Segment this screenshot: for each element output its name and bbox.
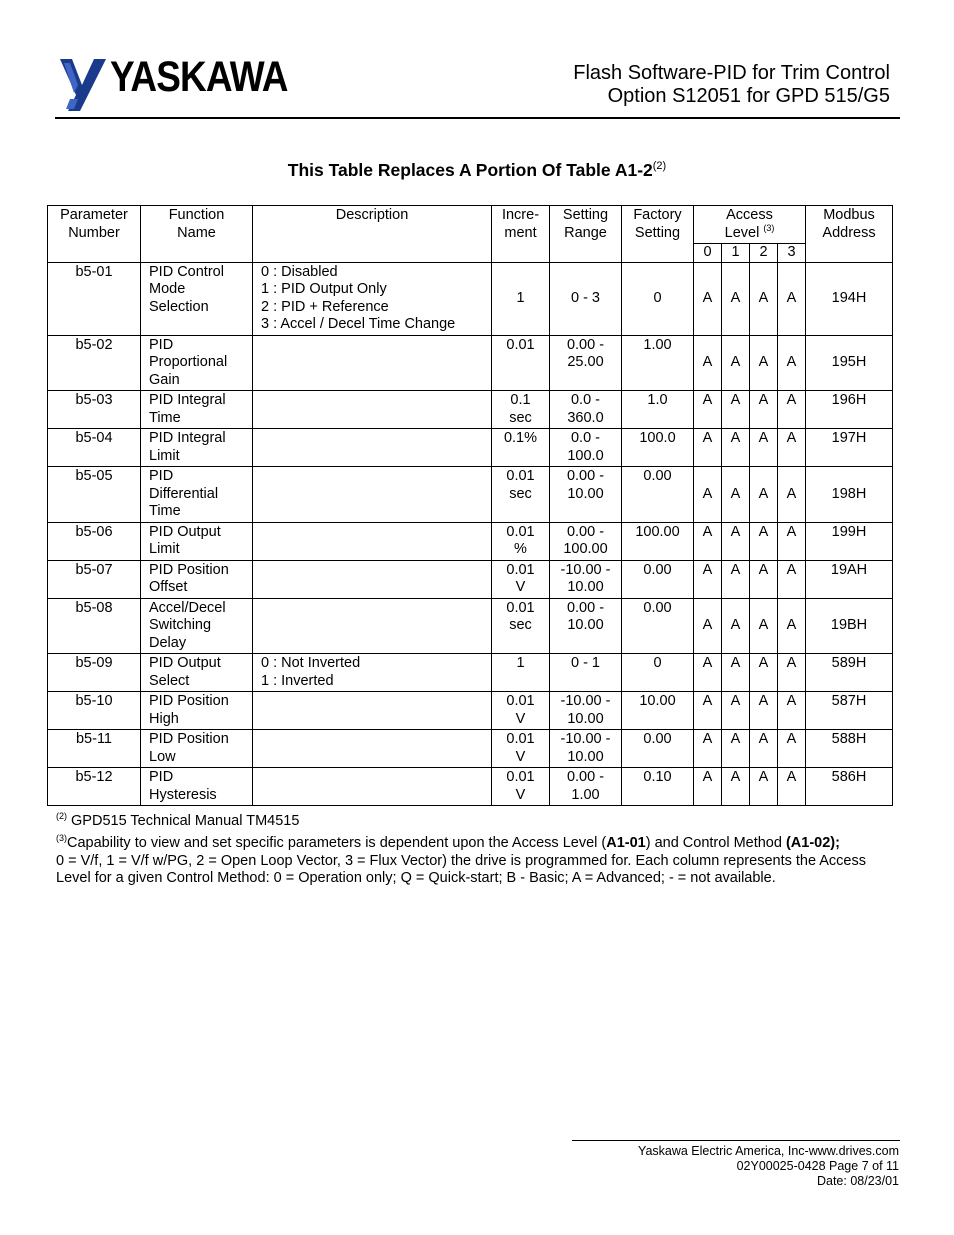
table-row xyxy=(48,391,893,429)
footer-page: 02Y00025-0428 Page 7 of 11 xyxy=(736,1159,899,1173)
access-level-0: A xyxy=(694,335,722,391)
footer-divider xyxy=(572,1140,900,1141)
footnote-2-text: GPD515 Technical Manual TM4515 xyxy=(67,812,300,829)
table-row xyxy=(48,598,893,654)
function-name-line: Offset xyxy=(149,579,188,595)
description-line: 1 : PID Output Only xyxy=(261,281,387,297)
param-number: b5-02 xyxy=(48,335,141,391)
function-name-line: PID Integral xyxy=(149,392,226,408)
description xyxy=(253,560,492,598)
param-number: b5-03 xyxy=(48,391,141,429)
table-title xyxy=(0,160,954,181)
increment-line: V xyxy=(515,786,526,803)
increment xyxy=(492,730,550,768)
function-name xyxy=(141,262,253,335)
increment-line: 0.1 xyxy=(510,392,531,408)
access-level-1: A xyxy=(722,335,750,391)
footnote-3-marker: (3) xyxy=(56,833,67,844)
factory-setting: 0.00 xyxy=(622,598,694,654)
param-number: b5-09 xyxy=(48,654,141,692)
access-level-1: A xyxy=(722,429,750,467)
modbus-address: 19BH xyxy=(806,598,893,654)
footnote-2 xyxy=(56,808,901,830)
footnote-2-marker: (2) xyxy=(56,811,67,821)
description-line: 0 : Not Inverted xyxy=(261,655,361,671)
parameter-table xyxy=(47,205,893,806)
increment-line: 0.1% xyxy=(503,430,538,446)
table-row xyxy=(48,467,893,523)
function-name xyxy=(141,391,253,429)
setting-range-line: 10.00 xyxy=(567,485,604,502)
logo-wordmark: YASKAWA xyxy=(110,53,288,101)
setting-range-line: 0.00 - xyxy=(566,599,605,616)
increment-line: sec xyxy=(509,409,532,426)
function-name-line: Gain xyxy=(149,371,180,388)
function-name-line: High xyxy=(149,710,179,727)
function-name-line: Switching xyxy=(149,617,212,633)
modbus-address: 587H xyxy=(806,692,893,730)
header-setting-range-line: Range xyxy=(564,224,607,241)
increment-line: 1 xyxy=(516,655,525,671)
access-level-3: A xyxy=(778,335,806,391)
param-number: b5-04 xyxy=(48,429,141,467)
access-level-1: A xyxy=(722,262,750,335)
description-line: 2 : PID + Reference xyxy=(261,298,389,315)
access-level-3: A xyxy=(778,598,806,654)
table-row xyxy=(48,768,893,806)
setting-range-line: 0.00 - xyxy=(566,468,605,484)
setting-range-line: 10.00 xyxy=(567,579,604,595)
function-name xyxy=(141,522,253,560)
access-level-1: A xyxy=(722,391,750,429)
setting-range-line: 360.0 xyxy=(567,409,604,426)
setting-range xyxy=(550,335,622,391)
table-title-footnote: (2) xyxy=(652,160,667,173)
setting-range xyxy=(550,262,622,335)
increment-line: 0.01 xyxy=(506,599,535,616)
setting-range-line: 0.00 - xyxy=(566,769,605,785)
access-level-3: A xyxy=(778,522,806,560)
description xyxy=(253,768,492,806)
header-modbus-address xyxy=(806,206,893,244)
function-name-line: PID xyxy=(149,769,174,785)
access-level-3: A xyxy=(778,768,806,806)
header-modbus-line: Modbus xyxy=(823,207,875,223)
access-level-0: A xyxy=(694,522,722,560)
access-level-2: A xyxy=(750,335,778,391)
access-level-2: A xyxy=(750,654,778,692)
access-level-0: A xyxy=(694,262,722,335)
description xyxy=(253,429,492,467)
modbus-address: 197H xyxy=(806,429,893,467)
function-name-line: Delay xyxy=(149,634,187,651)
access-level-3: A xyxy=(778,467,806,523)
function-name-line: PID xyxy=(149,336,174,353)
setting-range xyxy=(550,654,622,692)
param-number: b5-05 xyxy=(48,467,141,523)
param-number: b5-10 xyxy=(48,692,141,730)
access-level-0: A xyxy=(694,598,722,654)
header-increment-line: Incre- xyxy=(501,207,540,223)
modbus-address: 19AH xyxy=(806,560,893,598)
footnote-3-text-c: ) and Control Method xyxy=(645,835,786,852)
access-level-2: A xyxy=(750,560,778,598)
param-number: b5-06 xyxy=(48,522,141,560)
footer-date: Date: 08/23/01 xyxy=(816,1174,899,1188)
function-name xyxy=(141,429,253,467)
setting-range-line: 0.00 - xyxy=(566,523,605,540)
function-name-line: Hysteresis xyxy=(149,786,217,803)
modbus-address: 586H xyxy=(806,768,893,806)
setting-range-line: 0 - 1 xyxy=(570,655,600,671)
increment xyxy=(492,522,550,560)
factory-setting: 0 xyxy=(622,654,694,692)
access-level-0: A xyxy=(694,730,722,768)
document-title xyxy=(573,62,890,108)
description xyxy=(253,391,492,429)
setting-range-line: 0.0 - xyxy=(570,430,600,446)
increment-line: 0.01 xyxy=(506,731,535,747)
function-name-line: Accel/Decel xyxy=(149,599,226,616)
table-row xyxy=(48,560,893,598)
access-level-1: A xyxy=(722,598,750,654)
access-level-3: A xyxy=(778,654,806,692)
setting-range-line: 10.00 xyxy=(567,748,604,765)
function-name-line: Time xyxy=(149,503,181,519)
param-number: b5-07 xyxy=(48,560,141,598)
access-level-2: A xyxy=(750,692,778,730)
header-factory-setting-line: Factory xyxy=(633,207,682,223)
table-row xyxy=(48,730,893,768)
access-level-2: A xyxy=(750,522,778,560)
factory-setting: 10.00 xyxy=(622,692,694,730)
function-name xyxy=(141,560,253,598)
setting-range-line: -10.00 - xyxy=(560,693,611,709)
setting-range xyxy=(550,522,622,560)
description xyxy=(253,654,492,692)
description xyxy=(253,522,492,560)
description-line: 1 : Inverted xyxy=(261,672,334,689)
setting-range xyxy=(550,768,622,806)
factory-setting: 100.0 xyxy=(622,429,694,467)
page-footer xyxy=(638,1144,899,1189)
access-level-2: A xyxy=(750,262,778,335)
function-name xyxy=(141,654,253,692)
factory-setting: 100.00 xyxy=(622,522,694,560)
header-function-name-line: Function xyxy=(168,207,225,223)
access-level-3: A xyxy=(778,560,806,598)
function-name-line: Limit xyxy=(149,541,180,557)
header-access-level xyxy=(694,206,806,244)
setting-range xyxy=(550,598,622,654)
header-function-name xyxy=(141,206,253,263)
increment-line: % xyxy=(514,541,527,557)
access-level-2: A xyxy=(750,768,778,806)
setting-range xyxy=(550,467,622,523)
table-row xyxy=(48,429,893,467)
description-line: 3 : Accel / Decel Time Change xyxy=(261,316,456,332)
function-name-line: Mode xyxy=(149,281,186,297)
table-row xyxy=(48,522,893,560)
access-level-2: A xyxy=(750,391,778,429)
setting-range-line: 1.00 xyxy=(571,786,600,803)
header-modbus-line: Address xyxy=(822,224,876,241)
modbus-address: 196H xyxy=(806,391,893,429)
function-name-line: Differential xyxy=(149,485,219,502)
header-divider xyxy=(55,117,900,119)
access-level-2: A xyxy=(750,598,778,654)
modbus-address: 195H xyxy=(806,335,893,391)
footnote-3-text-a: Capability to view and set specific parameters is dependent upon the Access Level ( xyxy=(67,835,607,852)
increment-line: V xyxy=(515,710,526,727)
function-name-line: PID Output xyxy=(149,523,221,540)
increment xyxy=(492,768,550,806)
access-level-3: A xyxy=(778,391,806,429)
access-level-0: A xyxy=(694,654,722,692)
function-name xyxy=(141,768,253,806)
setting-range-line: -10.00 - xyxy=(560,561,611,578)
function-name-line: PID Integral xyxy=(149,430,226,446)
setting-range xyxy=(550,560,622,598)
function-name-line: PID Position xyxy=(149,731,229,747)
access-level-1: A xyxy=(722,654,750,692)
header-access-footnote: (3) xyxy=(763,222,775,233)
header-access-3: 3 xyxy=(778,244,806,263)
description xyxy=(253,467,492,523)
access-level-2: A xyxy=(750,467,778,523)
description xyxy=(253,692,492,730)
increment xyxy=(492,429,550,467)
increment xyxy=(492,692,550,730)
description xyxy=(253,598,492,654)
function-name xyxy=(141,692,253,730)
header-parameter-number-line: Number xyxy=(68,224,120,241)
access-level-1: A xyxy=(722,467,750,523)
footnotes xyxy=(56,808,901,888)
increment xyxy=(492,598,550,654)
modbus-address: 589H xyxy=(806,654,893,692)
access-level-3: A xyxy=(778,429,806,467)
increment-line: 0.01 xyxy=(506,561,535,578)
access-level-1: A xyxy=(722,692,750,730)
footer-company: Yaskawa Electric America, Inc-www.drives.com xyxy=(638,1144,899,1158)
footnote-3-text-d: 0 = V/f, 1 = V/f w/PG, 2 = Open Loop Vector, 3 = Flux Vector) the drive is programmed for. Each column represents the Access Level for a given Control Method: 0 = Operation only; Q = Quick-start; B - Basic; A = Advanced; - = not available. xyxy=(56,852,866,887)
setting-range-line: 10.00 xyxy=(567,617,604,633)
access-level-0: A xyxy=(694,429,722,467)
param-number: b5-08 xyxy=(48,598,141,654)
footnote-3 xyxy=(56,830,901,887)
description xyxy=(253,730,492,768)
description xyxy=(253,262,492,335)
table-row xyxy=(48,692,893,730)
increment-line: 0.01 xyxy=(506,693,535,709)
header-access-2: 2 xyxy=(750,244,778,263)
access-level-0: A xyxy=(694,467,722,523)
modbus-address: 199H xyxy=(806,522,893,560)
footnote-3-bold-a1-01: A1-01 xyxy=(606,835,646,852)
function-name-line: Selection xyxy=(149,298,209,315)
increment xyxy=(492,654,550,692)
header-row xyxy=(48,206,893,244)
modbus-address: 588H xyxy=(806,730,893,768)
setting-range-line: 0.00 - xyxy=(566,336,605,353)
param-number: b5-01 xyxy=(48,262,141,335)
access-level-0: A xyxy=(694,560,722,598)
header-factory-setting-line: Setting xyxy=(634,224,681,241)
increment-line: 1 xyxy=(516,289,525,306)
access-level-2: A xyxy=(750,730,778,768)
function-name-line: Proportional xyxy=(149,354,228,370)
description-line: 0 : Disabled xyxy=(261,263,338,280)
increment xyxy=(492,335,550,391)
setting-range-line: -10.00 - xyxy=(560,731,611,747)
setting-range-line: 10.00 xyxy=(567,710,604,727)
function-name-line: PID Control xyxy=(149,263,224,280)
table-row xyxy=(48,335,893,391)
function-name xyxy=(141,467,253,523)
increment-line: 0.01 xyxy=(506,769,535,785)
factory-setting: 0.10 xyxy=(622,768,694,806)
factory-setting: 1.00 xyxy=(622,335,694,391)
access-level-3: A xyxy=(778,262,806,335)
function-name-line: PID Output xyxy=(149,655,221,671)
setting-range xyxy=(550,730,622,768)
access-level-1: A xyxy=(722,730,750,768)
header-function-name-line: Name xyxy=(177,224,216,241)
access-level-1: A xyxy=(722,522,750,560)
access-level-2: A xyxy=(750,429,778,467)
header-access-line: Level $^{(3)}$ xyxy=(724,222,775,241)
factory-setting: 0 xyxy=(622,262,694,335)
increment xyxy=(492,391,550,429)
access-level-1: A xyxy=(722,768,750,806)
yaskawa-logo xyxy=(58,55,303,111)
header-access-0: 0 xyxy=(694,244,722,263)
header-parameter-number-line: Parameter xyxy=(60,207,128,223)
title-line-1: Flash Software-PID for Trim Control xyxy=(573,62,890,84)
function-name-line: Select xyxy=(149,672,190,689)
setting-range-line: 100.0 xyxy=(567,447,604,464)
factory-setting: 0.00 xyxy=(622,730,694,768)
header-increment-line: ment xyxy=(504,224,537,241)
function-name-line: PID xyxy=(149,468,174,484)
table-title-text: This Table Replaces A Portion Of Table A1-2 xyxy=(287,160,653,180)
function-name-line: PID Position xyxy=(149,693,229,709)
increment-line: sec xyxy=(509,485,532,502)
setting-range xyxy=(550,429,622,467)
access-level-3: A xyxy=(778,692,806,730)
param-number: b5-11 xyxy=(48,730,141,768)
factory-setting: 0.00 xyxy=(622,467,694,523)
table-row xyxy=(48,262,893,335)
increment-line: sec xyxy=(509,617,532,633)
param-number: b5-12 xyxy=(48,768,141,806)
table-header xyxy=(48,206,893,263)
access-level-0: A xyxy=(694,391,722,429)
header-access-1: 1 xyxy=(722,244,750,263)
access-level-1: A xyxy=(722,560,750,598)
setting-range xyxy=(550,692,622,730)
header-parameter-number xyxy=(48,206,141,263)
setting-range-line: 100.00 xyxy=(563,541,608,557)
increment-line: V xyxy=(515,748,526,765)
modbus-address: 198H xyxy=(806,467,893,523)
access-level-3: A xyxy=(778,730,806,768)
setting-range-line: 25.00 xyxy=(567,354,604,370)
setting-range-line: 0 - 3 xyxy=(570,289,600,306)
function-name xyxy=(141,730,253,768)
factory-setting: 0.00 xyxy=(622,560,694,598)
increment-line: 0.01 xyxy=(506,468,535,484)
title-line-2: Option S12051 for GPD 515/G5 xyxy=(607,85,890,107)
function-name xyxy=(141,335,253,391)
description xyxy=(253,335,492,391)
header-setting-range-line: Setting xyxy=(562,207,609,223)
increment xyxy=(492,262,550,335)
header-increment xyxy=(492,206,550,263)
access-level-0: A xyxy=(694,692,722,730)
yaskawa-emblem-icon xyxy=(58,55,110,111)
setting-range xyxy=(550,391,622,429)
footnote-3-bold-a1-02: (A1-02); xyxy=(785,835,840,852)
factory-setting: 1.0 xyxy=(622,391,694,429)
function-name-line: Low xyxy=(149,748,176,765)
increment-line: V xyxy=(515,579,526,595)
increment-line: 0.01 xyxy=(506,336,535,353)
function-name-line: Time xyxy=(149,409,181,426)
header-modbus-blank xyxy=(806,244,893,263)
increment xyxy=(492,467,550,523)
header-factory-setting xyxy=(622,206,694,263)
function-name-line: PID Position xyxy=(149,561,229,578)
setting-range-line: 0.0 - xyxy=(570,392,600,408)
table-body xyxy=(48,262,893,806)
modbus-address: 194H xyxy=(806,262,893,335)
access-level-0: A xyxy=(694,768,722,806)
header-setting-range xyxy=(550,206,622,263)
header-access-line: Access xyxy=(726,207,773,223)
function-name-line: Limit xyxy=(149,447,180,464)
increment xyxy=(492,560,550,598)
increment-line: 0.01 xyxy=(506,523,535,540)
header-description: Description xyxy=(253,206,492,263)
table-row xyxy=(48,654,893,692)
function-name xyxy=(141,598,253,654)
